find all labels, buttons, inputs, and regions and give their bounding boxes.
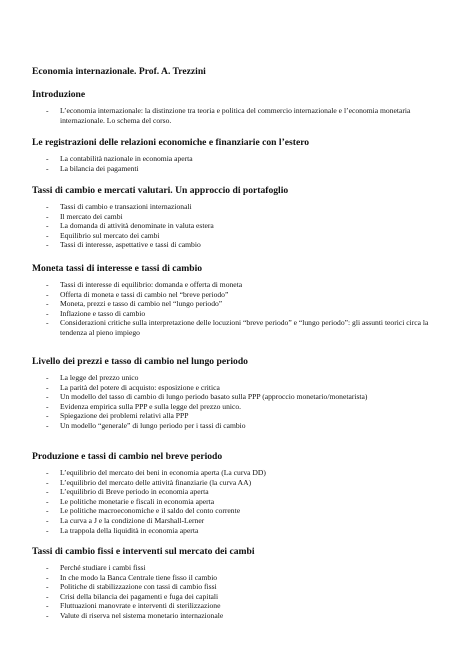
list-item: - La curva a J e la condizione di Marshall-Lerner [46,515,205,525]
list-item: - La domanda di attività denominate in valuta estera [46,221,214,231]
list-item: - Le politiche macroeconomiche e il saldo del conto corrente [46,506,241,516]
list-item: - L’economia internazionale: la distinzione tra teoria e politica del commercio internazionale e l’economia monetaria internazionale. Lo schema del corso. [46,106,411,125]
list-item: - La trappola della liquidità in economia aperta [46,525,199,535]
list-item: - La contabilità nazionale in economia aperta [46,154,193,163]
list-item: - Perché studiare i cambi fissi [46,563,146,572]
list-item: - Tassi di cambio e transazioni internazionali [46,202,192,211]
list-item: - L’equilibrio di Breve periodo in economia aperta [46,487,209,497]
list-item: - La legge del prezzo unico [46,373,139,382]
list-item: - Le politiche monetarie e fiscali in economia aperta [46,496,215,506]
list-item: - L’equilibrio del mercato dei beni in economia aperta (La curva DD) [46,468,266,477]
section-registrazioni [32,137,452,173]
section-tassi-cambio-mercati [32,185,452,250]
list-item: - Equilibrio sul mercato dei cambi [46,230,160,240]
list-item: - In che modo la Banca Centrale tiene fisso il cambio [46,572,218,582]
list-item: - Considerazioni critiche sulla interpretazione delle locuzioni “breve periodo” e “lungo periodo”: gli assunti teorici circa la tendenza al pieno impiego [46,318,429,337]
list-item: - Un modello “generale” di lungo periodo per i tassi di cambio [46,420,246,430]
section-moneta-tassi [32,263,452,338]
section-heading: Produzione e tassi di cambio nel breve periodo [32,451,223,462]
section-heading: Moneta tassi di interesse e tassi di cambio [32,263,203,274]
section-cambi-fissi [32,546,452,621]
section-heading: Livello dei prezzi e tasso di cambio nel lungo periodo [32,356,248,367]
document-title: Economia internazionale. Prof. A. Trezzini [32,66,206,77]
list-item: - Il mercato dei cambi [46,211,123,221]
list-item: - Moneta, prezzi e tasso di cambio nel “lungo periodo” [46,299,223,309]
list-item: - Spiegazione dei problemi relativi alla PPP [46,411,189,421]
section-heading: Tassi di cambio e mercati valutari. Un approccio di portafoglio [32,185,289,196]
list-item: - Tassi di interesse di equilibrio: domanda e offerta di moneta [46,280,243,289]
list-item: - Tassi di interesse, aspettative e tassi di cambio [46,240,201,250]
list-item: - Valute di riserva nel sistema monetario internazionale [46,610,224,620]
list-item: - Fluttuazioni manovrate e interventi di sterilizzazione [46,601,221,611]
list-item: - Crisi della bilancia dei pagamenti e fuga dei capitali [46,591,219,601]
list-item: - Un modello del tasso di cambio di lungo periodo basato sulla PPP (approccio monetario/monetarista) [46,392,368,402]
section-heading: Tassi di cambio fissi e interventi sul mercato dei cambi [32,546,255,557]
section-heading: Introduzione [32,89,86,100]
list-item: - Politiche di stabilizzazione con tassi di cambio fissi [46,582,217,592]
list-item: - Inflazione e tasso di cambio [46,308,146,318]
list-item: - L’equilibrio del mercato delle attività finanziarie (la curva AA) [46,477,252,487]
list-item: - Offerta di moneta e tassi di cambio nel “breve periodo” [46,289,229,299]
section-introduzione [32,89,452,125]
section-livello-prezzi [32,356,452,431]
section-heading: Le registrazioni delle relazioni economiche e finanziarie con l’estero [32,137,310,148]
list-item: - La bilancia dei pagamenti [46,163,139,173]
section-produzione [32,451,452,535]
list-item: - La parità del potere di acquisto: esposizione e critica [46,382,220,392]
list-item: - Evidenza empirica sulla PPP e sulla legge del prezzo unico. [46,401,242,411]
